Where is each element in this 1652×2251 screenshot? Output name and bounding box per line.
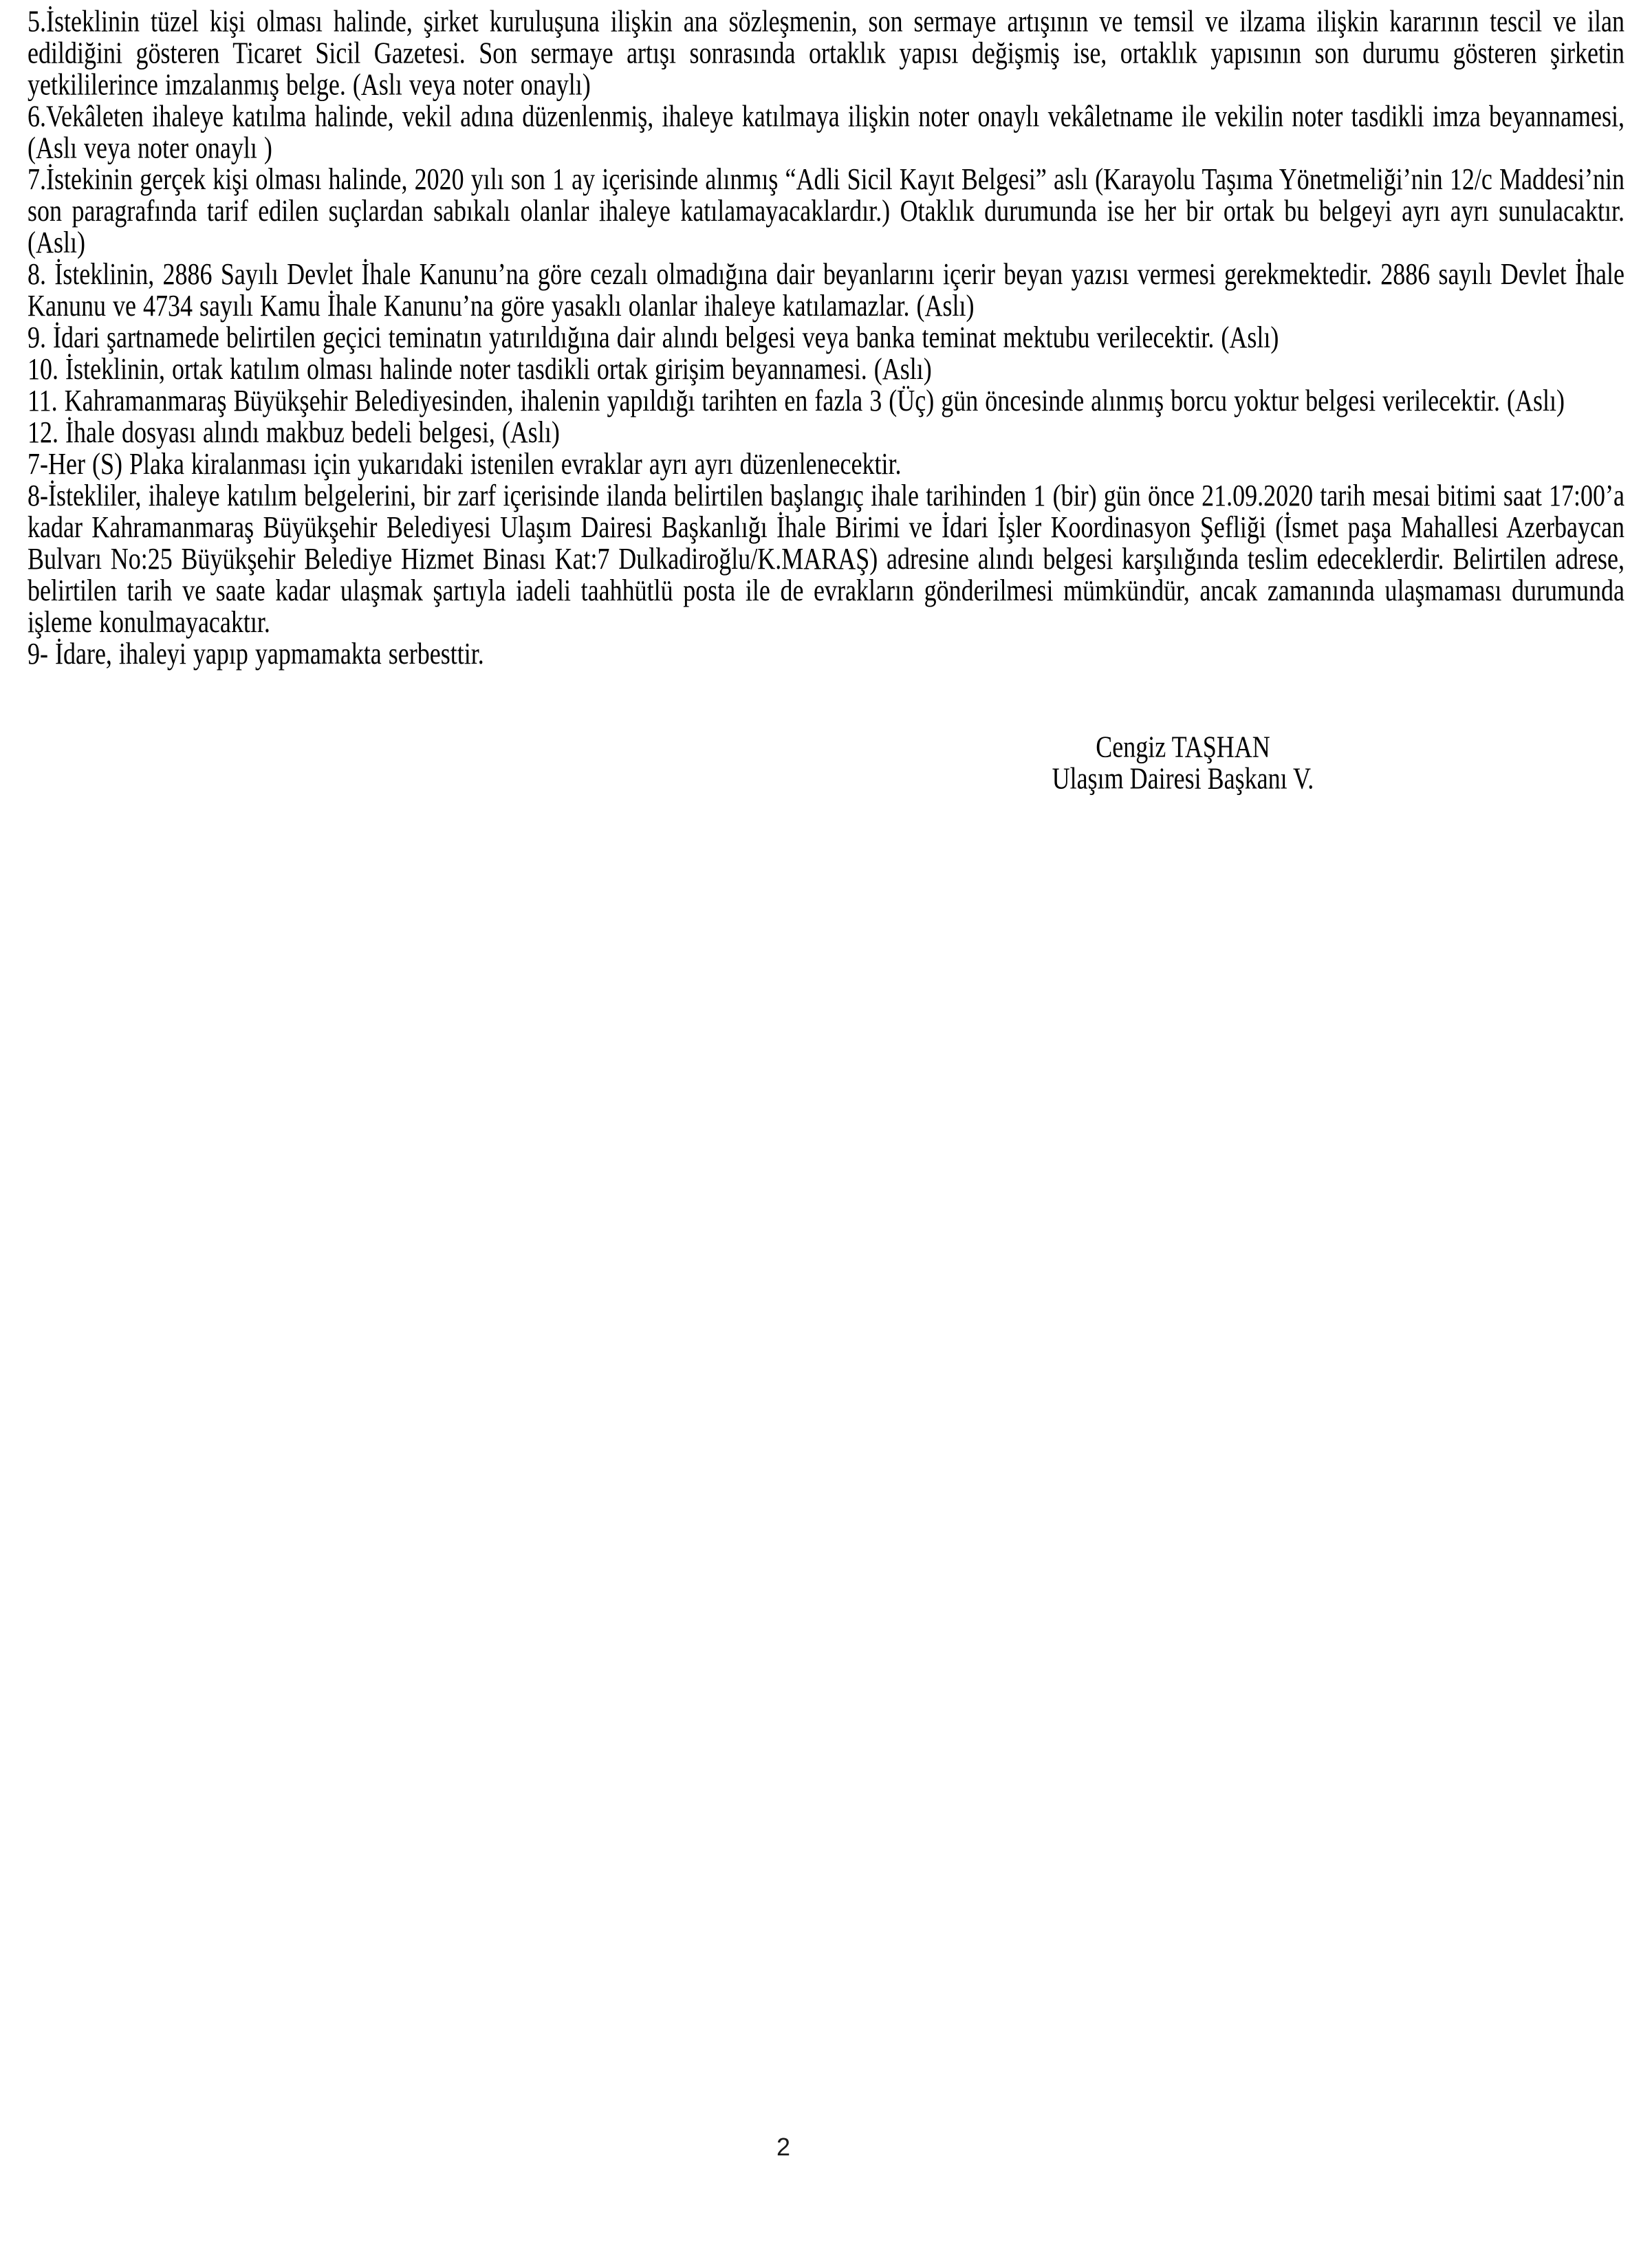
paragraph-item-12: 12. İhale dosyası alındı makbuz bedeli belgesi, (Aslı) [28, 415, 560, 450]
paragraph-item-9: 9. İdari şartnamede belirtilen geçici teminatın yatırıldığına dair alındı belgesi veya banka teminat mektubu verilecektir. (Aslı) [28, 320, 1279, 355]
paragraph-item-8: 8. İsteklinin, 2886 Sayılı Devlet İhale Kanunu’na göre cezalı olmadığına dair beyanlarını içerir beyan yazısı vermesi gerekmektedir. 2886 sayılı Devlet İhale Kanunu ve 4734 sayılı Kamu İhale Kanunu’na göre yasaklı olanlar ihaleye katılamazlar. (Aslı) [28, 257, 1624, 323]
paragraph-item-5: 5.İsteklinin tüzel kişi olması halinde, şirket kuruluşuna ilişkin ana sözleşmenin, son sermaye artışının ve temsil ve ilzama ilişkin kararının tescil ve ilan edildiğini gösteren Ticaret Sicil Gazetesi. Son sermaye artışı sonrasında ortaklık yapısı değişmiş ise, ortaklık yapısının son durumu gösteren şirketin yetkililerince imzalanmış belge. (Aslı veya noter onaylı) [28, 3, 1624, 102]
paragraph-note-9: 9- İdare, ihaleyi yapıp yapmamakta serbesttir. [28, 636, 484, 671]
paragraph-note-7: 7-Her (S) Plaka kiralanması için yukarıdaki istenilen evraklar ayrı ayrı düzenlenecektir. [28, 446, 902, 481]
page-footer [0, 2132, 1609, 2162]
document-body [28, 3, 1624, 796]
paragraph-item-7: 7.İstekinin gerçek kişi olması halinde, 2020 yılı son 1 ay içerisinde alınmış “Adli Sicil Kayıt Belgesi” aslı (Karayolu Taşıma Yönetmeliği’nin 12/c Maddesi’nin son paragrafında tarif edilen suçlardan sabıkalı olanlar ihaleye katılamayacaklardır.) Otaklık durumunda ise her bir ortak bu belgeyi ayrı ayrı sunulacaktır. (Aslı) [28, 162, 1624, 260]
paragraph-note-8: 8-İstekliler, ihaleye katılım belgelerini, bir zarf içerisinde ilanda belirtilen başlangıç ihale tarihinden 1 (bir) gün önce 21.09.2020 tarih mesai bitimi saat 17:00’a kadar Kahramanmaraş Büyükşehir Belediyesi Ulaşım Dairesi Başkanlığı İhale Birimi ve İdari İşler Koordinasyon Şefliği (İsmet paşa Mahallesi Azerbaycan Bulvarı No:25 Büyükşehir Belediye Hizmet Binası Kat:7 Dulkadiroğlu/K.MARAŞ) adresine alındı belgesi karşılığında teslim edeceklerdir. Belirtilen adrese, belirtilen tarih ve saate kadar ulaşmak şartıyla iadeli taahhütlü posta ile de evrakların gönderilmesi mümkündür, ancak zamanında ulaşmaması durumunda işleme konulmayacaktır. [28, 478, 1624, 640]
paragraph-item-10: 10. İsteklinin, ortak katılım olması halinde noter tasdikli ortak girişim beyannamesi. (Aslı) [28, 351, 932, 387]
signature-block [963, 731, 1403, 794]
page-number: 2 [776, 2133, 791, 2161]
signatory-title: Ulaşım Dairesi Başkanı V. [1052, 761, 1314, 796]
signatory-name: Cengiz TAŞHAN [1096, 729, 1270, 764]
paragraph-item-11: 11. Kahramanmaraş Büyükşehir Belediyesinden, ihalenin yapıldığı tarihten en fazla 3 (Üç) gün öncesinde alınmış borcu yoktur belgesi verilecektir. (Aslı) [28, 383, 1565, 418]
paragraph-item-6: 6.Vekâleten ihaleye katılma halinde, vekil adına düzenlenmiş, ihaleye katılmaya ilişkin noter onaylı vekâletname ile vekilin noter tasdikli imza beyannamesi, (Aslı veya noter onaylı ) [28, 98, 1624, 165]
